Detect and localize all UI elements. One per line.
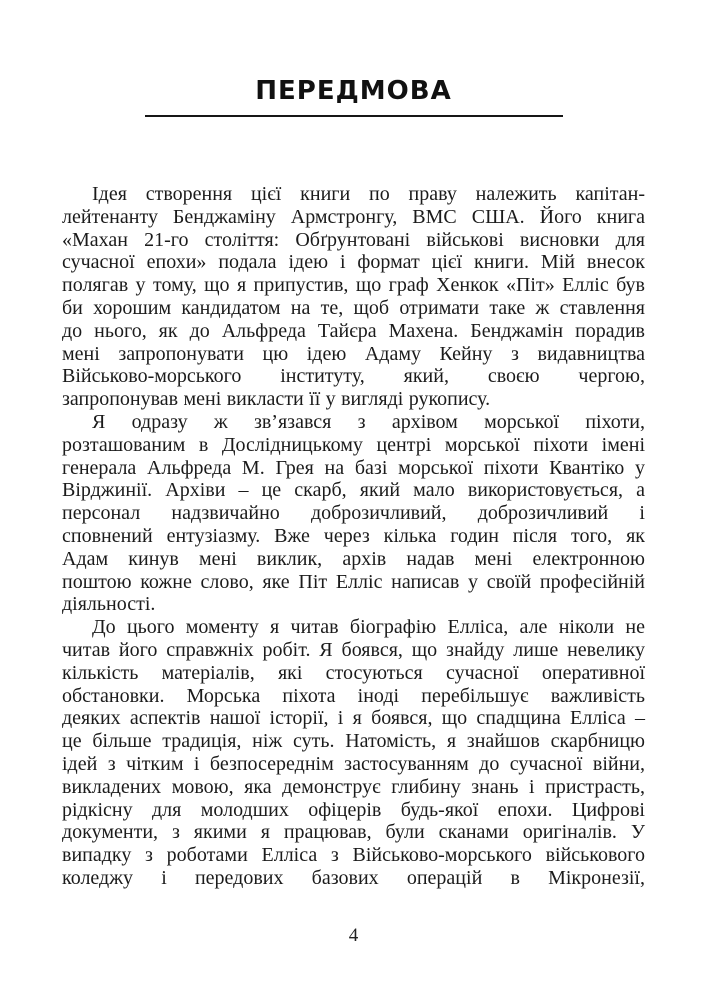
- body-text: [62, 183, 645, 890]
- text-line: Вірджинії. Архіви – це скарб, який мало використовується, а: [62, 479, 645, 502]
- text-line: полягав у тому, що я припустив, що граф Хенкок «Піт» Елліс був: [62, 274, 645, 297]
- text-line: кількість матеріалів, які стосуються сучасної оперативної: [62, 661, 645, 684]
- text-line: мені запропонувати цю ідею Адаму Кейну з видавництва: [62, 342, 645, 365]
- text-line: поштою кожне слово, яке Піт Елліс написав у своїй професійній: [62, 570, 645, 593]
- text-line: Адам кинув мені виклик, архів надав мені електронною: [62, 547, 645, 570]
- text-line: Ідея створення цієї книги по праву належить капітан-: [92, 183, 645, 205]
- text-line: рідкісну для молодших офіцерів будь-якої епохи. Цифрові: [62, 798, 645, 821]
- text-line: Військово-морського інституту, який, своєю чергою,: [62, 365, 645, 388]
- text-line: сповнений ентузіазму. Вже через кілька годин після того, як: [62, 524, 645, 547]
- text-line: викладених мовою, яка демонструє глибину знань і пристрасть,: [62, 775, 645, 798]
- page-number: 4: [348, 925, 359, 946]
- paragraph-3: [62, 616, 645, 890]
- text-line: би хорошим кандидатом на те, щоб отримати таке ж ставлення: [62, 296, 645, 319]
- text-line: коледжу і передових базових операцій в Мікронезії,: [62, 866, 645, 889]
- chapter-header: [0, 76, 707, 117]
- paragraph-2: [62, 411, 645, 616]
- text-line: лейтенанту Бенджаміну Армстронгу, ВМС США. Його книга: [62, 205, 645, 228]
- title-underline-rule: [145, 115, 563, 117]
- text-line: генерала Альфреда М. Грея на базі морської піхоти Квантіко у: [62, 456, 645, 479]
- page-footer: [0, 924, 707, 948]
- text-line: деяких аспектів нашої історії, і я боявся, що спадщина Елліса –: [62, 707, 645, 730]
- text-line: випадку з роботами Елліса з Військово-морського військового: [62, 844, 645, 867]
- text-line: До цього моменту я читав біографію Елліса, але ніколи не: [92, 616, 645, 639]
- paragraph-1: [62, 183, 645, 411]
- text-line: читав його справжніх робіт. Я боявся, що знайду лише невелику: [62, 638, 645, 661]
- text-line: ідей з чітким і безпосереднім застосуванням до сучасної війни,: [62, 752, 645, 775]
- text-line: запропонував мені викласти її у вигляді рукопису.: [62, 388, 491, 411]
- text-line: «Махан 21-го століття: Обґрунтовані військові висновки для: [62, 228, 645, 251]
- page-title: ПЕРЕДМОВА: [255, 76, 452, 106]
- text-line: обстановки. Морська піхота іноді перебільшує важливість: [62, 684, 645, 707]
- text-line: персонал надзвичайно доброзичливий, доброзичливий і: [62, 502, 645, 525]
- text-line: до нього, як до Альфреда Тайєра Махена. Бенджамін порадив: [62, 319, 645, 342]
- text-line: діяльності.: [62, 593, 156, 616]
- text-line: розташованим в Дослідницькому центрі морської піхоти імені: [62, 433, 645, 456]
- text-line: Я одразу ж зв’язався з архівом морської піхоти,: [92, 410, 645, 433]
- text-line: сучасної епохи» подала ідею і формат цієї книги. Мій внесок: [62, 251, 645, 274]
- text-line: це більше традиція, ніж суть. Натомість, я знайшов скарбницю: [62, 730, 645, 753]
- text-line: документи, з якими я працював, були сканами оригіналів. У: [62, 821, 645, 844]
